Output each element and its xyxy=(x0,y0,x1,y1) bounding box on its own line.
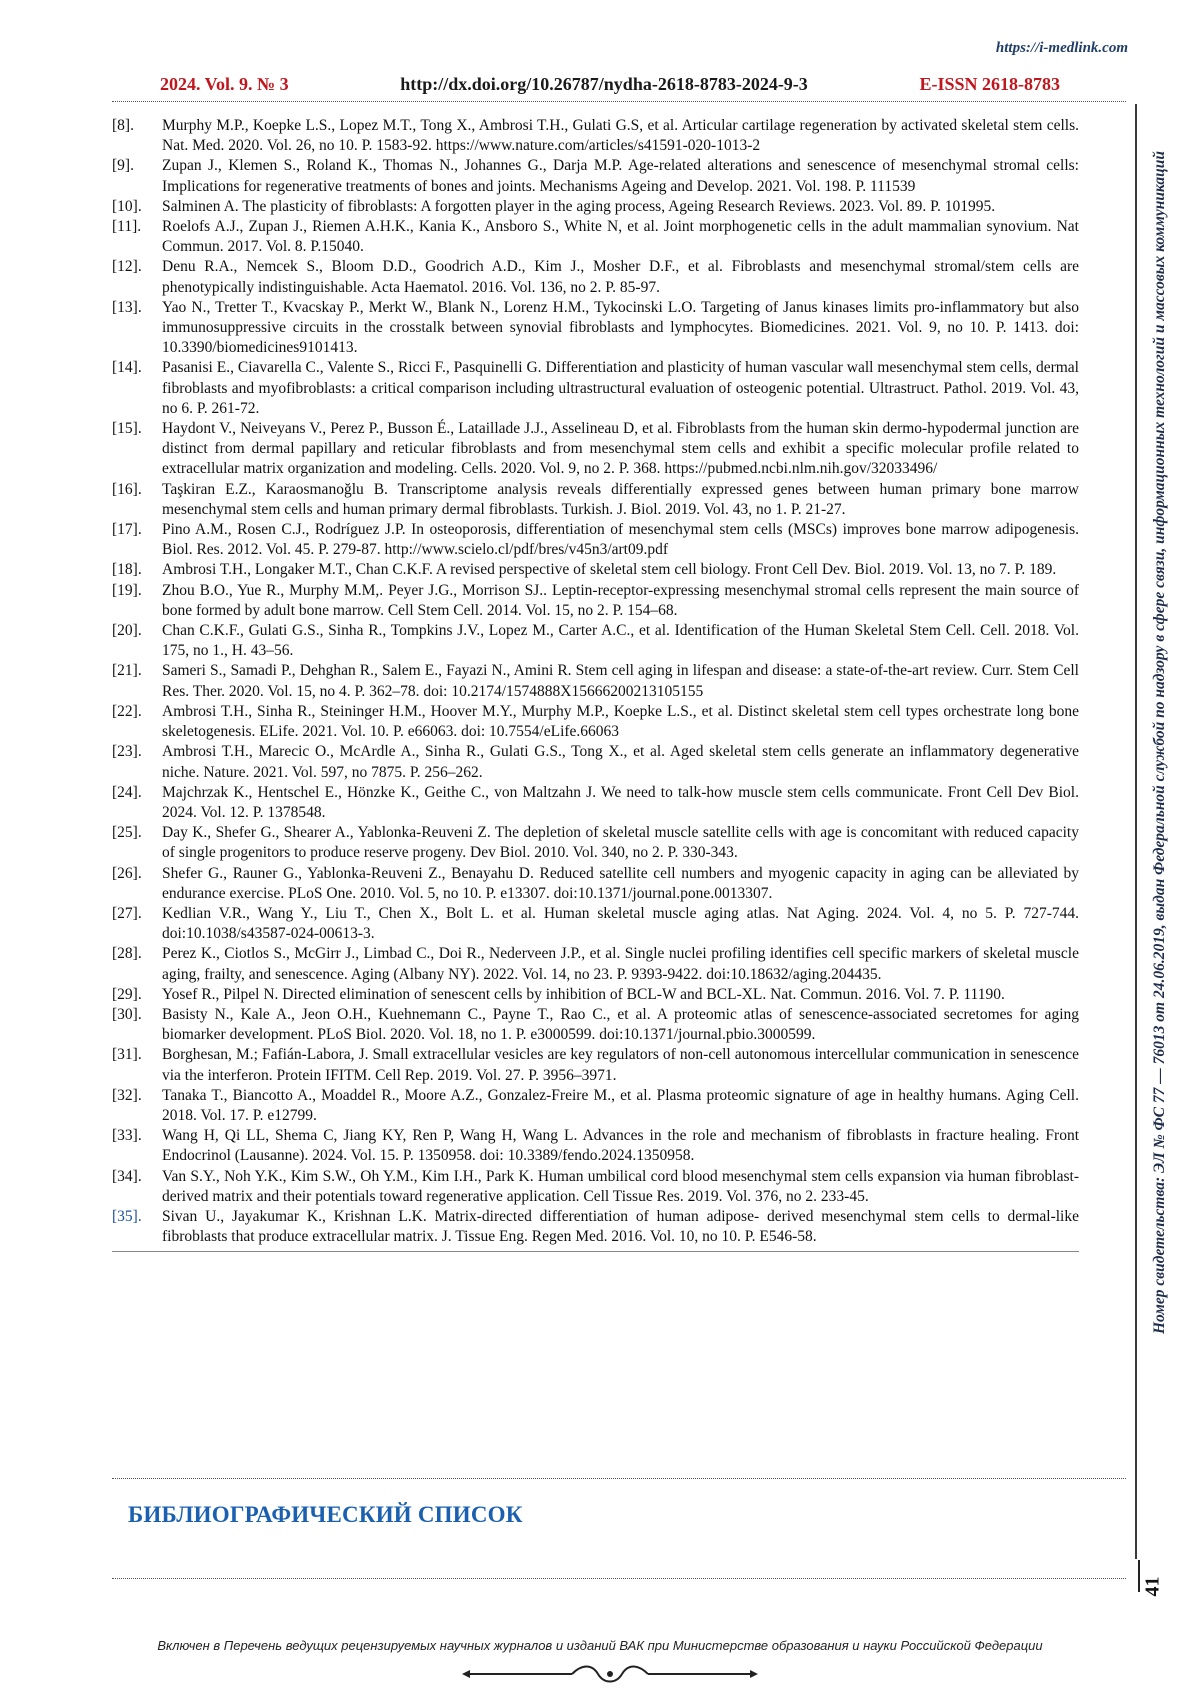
footer-text: Включен в Перечень ведущих рецензируемых научных журналов и изданий ВАК при Министерстве образования и науки Российской Федерации xyxy=(157,1638,1043,1653)
reference-number: [16]. xyxy=(112,480,142,498)
site-link[interactable]: https://i-medlink.com xyxy=(995,40,1128,56)
reference-number: [29]. xyxy=(112,985,142,1003)
reference-item xyxy=(112,904,1079,944)
reference-number: [30]. xyxy=(112,1005,142,1023)
reference-item xyxy=(112,358,1079,419)
reference-text: Van S.Y., Noh Y.K., Kim S.W., Oh Y.M., Kim I.H., Park K. Human umbilical cord blood mesenchymal stem cells expansion via human fibroblast-derived matrix and their potentials toward regenerative application. Cell Tissue Res. 2019. Vol. 376, no 2. 233-45. xyxy=(162,1167,1079,1205)
reference-item xyxy=(112,985,1079,1005)
reference-item xyxy=(112,419,1079,480)
reference-number: [22]. xyxy=(112,702,142,720)
reference-number: [23]. xyxy=(112,743,142,761)
reference-number: [20]. xyxy=(112,622,142,640)
reference-item xyxy=(112,116,1079,156)
reference-number: [21]. xyxy=(112,662,142,680)
reference-item xyxy=(112,197,1079,217)
reference-number: [25]. xyxy=(112,824,142,842)
reference-text: Murphy M.P., Koepke L.S., Lopez M.T., Tong X., Ambrosi T.H., Gulati G.S, et al. Articular cartilage regeneration by activated skeletal stem cells. Nat. Med. 2020. Vol. 26, no 10. P. 1583-92. https://www.nature.com/articles/s41591-020-1013-2 xyxy=(162,117,1079,155)
reference-text: Pino A.M., Rosen C.J., Rodríguez J.P. In osteoporosis, differentiation of mesenchymal stem cells (MSCs) improves bone marrow adipogenesis. Biol. Res. 2012. Vol. 45. P. 279-87. http://www.scielo.cl/pdf/bres/v45n3/art09.pdf xyxy=(162,521,1079,559)
issn-label: E-ISSN 2618-8783 xyxy=(919,74,1060,94)
reference-item xyxy=(112,1045,1079,1085)
reference-item xyxy=(112,520,1079,560)
reference-number: [11]. xyxy=(112,218,142,236)
reference-item xyxy=(112,742,1079,782)
reference-item xyxy=(112,480,1079,520)
reference-text: Ambrosi T.H., Marecic O., McArdle A., Sinha R., Gulati G.S., Tong X., et al. Aged skeletal stem cells generate an inflammatory degenerative niche. Nature. 2021. Vol. 597, no 7875. P. 256–262. xyxy=(162,743,1079,781)
reference-text: Taşkiran E.Z., Karaosmanoğlu B. Transcriptome analysis reveals differentially expressed genes between human primary bone marrow mesenchymal stem cells and human primary dermal fibroblasts. Turkish. J. Biol. 2019. Vol. 43, no 1. P. 21-27. xyxy=(162,480,1079,518)
reference-text: Sivan U., Jayakumar K., Krishnan L.K. Matrix-directed differentiation of human adipose- derived mesenchymal stem cells to dermal-like fibroblasts that produce extracellular matrix. J. Tissue Eng. Regen Med. 2016. Vol. 10, no 10. P. E546-58. xyxy=(162,1207,1079,1246)
reference-item xyxy=(112,661,1079,701)
reference-text: Salminen A. The plasticity of fibroblasts: A forgotten player in the aging process, Ageing Research Reviews. 2023. Vol. 89. P. 101995. xyxy=(162,197,996,215)
reference-item xyxy=(112,864,1079,904)
reference-text: Perez K., Ciotlos S., McGirr J., Limbad C., Doi R., Nederveen J.P., et al. Single nuclei profiling identifies cell specific markers of skeletal muscle aging, frailty, and senescence. Aging (Albany NY). 2022. Vol. 14, no 23. P. 9393-9422. doi:10.18632/aging.204435. xyxy=(162,945,1079,983)
reference-number: [12]. xyxy=(112,258,142,276)
reference-number: [15]. xyxy=(112,420,142,438)
certificate-text: Номер свидетельства: ЭЛ № ФС 77 — 76013 от 24.06.2019, выдан Федеральной службой по надзору в сфере связи, информационных технологий и массовых коммуникаций xyxy=(1151,150,1168,1334)
reference-text: Kedlian V.R., Wang Y., Liu T., Chen X., Bolt L. et al. Human skeletal muscle aging atlas. Nat Aging. 2024. Vol. 4, no 5. P. 727-744. doi:10.1038/s43587-024-00613-3. xyxy=(162,904,1079,943)
reference-number: [27]. xyxy=(112,904,142,922)
reference-number: [18]. xyxy=(112,561,142,579)
reference-item xyxy=(112,257,1079,297)
reference-text: Shefer G., Rauner G., Yablonka-Reuveni Z., Benayahu D. Reduced satellite cell numbers and myogenic capacity in aging can be alleviated by endurance exercise. PLoS One. 2010. Vol. 5, no 10. P. e13307. doi:10.1371/journal.pone.0013307. xyxy=(162,864,1079,902)
reference-number: [9]. xyxy=(112,157,134,175)
reference-text: Majchrzak K., Hentschel E., Hönzke K., Geithe C., von Maltzahn J. We need to talk-how muscle stem cells communicate. Front Cell Dev Biol. 2024. Vol. 12. P. 1378548. xyxy=(162,783,1079,821)
reference-text: Yao N., Tretter T., Kvacskay P., Merkt W., Blank N., Lorenz H.M., Tykocinski L.O. Targeting of Janus kinases limits pro-inflammatory but also immunosuppressive circuits in the crosstalk between synovial fibroblasts and lymphocytes. Biomedicines. 2021. Vol. 9, no 10. P. 1413. doi: 10.3390/biomedicines9101413. xyxy=(162,298,1079,357)
reference-item xyxy=(112,783,1079,823)
reference-text: Tanaka T., Biancotto A., Moaddel R., Moore A.Z., Gonzalez-Freire M., et al. Plasma proteomic signature of age in healthy humans. Aging Cell. 2018. Vol. 17. P. e12799. xyxy=(162,1086,1079,1124)
reference-number: [26]. xyxy=(112,864,142,882)
reference-number: [28]. xyxy=(112,945,142,963)
reference-text: Basisty N., Kale A., Jeon O.H., Kuehnemann C., Payne T., Rao C., et al. A proteomic atlas of senescence-associated secretomes for aging biomarker development. PLoS Biol. 2020. Vol. 18, no 1. P. e3000599. doi:10.1371/journal.pbio.3000599. xyxy=(162,1005,1079,1044)
reference-item xyxy=(112,581,1079,621)
issue-label: 2024. Vol. 9. № 3 xyxy=(160,74,289,94)
reference-item xyxy=(112,823,1079,863)
reference-number: [32]. xyxy=(112,1086,142,1104)
reference-number: [14]. xyxy=(112,359,142,377)
reference-text: Wang H, Qi LL, Shema C, Jiang KY, Ren P, Wang H, Wang L. Advances in the role and mechanism of fibroblasts in fracture healing. Front Endocrinol (Lausanne). 2024. Vol. 15. P. 1350958. doi: 10.3389/fendo.2024.1350958. xyxy=(162,1127,1079,1165)
reference-number: [31]. xyxy=(112,1046,142,1064)
doi-link[interactable]: http://dx.doi.org/10.26787/nydha-2618-8783-2024-9-3 xyxy=(400,74,808,94)
reference-item xyxy=(112,702,1079,742)
reference-text: Roelofs A.J., Zupan J., Riemen A.H.K., Kania K., Ansboro S., White N, et al. Joint morphogenetic cells in the adult mammalian synovium. Nat Commun. 2017. Vol. 8. P.15040. xyxy=(162,218,1079,256)
reference-item xyxy=(112,1086,1079,1126)
reference-item xyxy=(112,156,1079,196)
ornament-divider xyxy=(460,1662,760,1686)
reference-item xyxy=(112,1207,1079,1247)
journal-header xyxy=(160,74,1060,95)
reference-item xyxy=(112,621,1079,661)
reference-text: Ambrosi T.H., Sinha R., Steininger H.M., Hoover M.Y., Murphy M.P., Koepke L.S., et al. Distinct skeletal stem cell types orchestrate long bone skeletogenesis. ELife. 2021. Vol. 10. P. e66063. doi: 10.7554/eLife.66063 xyxy=(162,702,1079,741)
footer-divider xyxy=(112,1578,1126,1579)
reference-item xyxy=(112,944,1079,984)
reference-item xyxy=(112,1126,1079,1166)
reference-number: [33]. xyxy=(112,1127,142,1145)
page-number: 41 xyxy=(1141,1576,1164,1597)
header-divider xyxy=(112,101,1126,102)
reference-text: Zhou B.O., Yue R., Murphy M.M,. Peyer J.G., Morrison SJ.. Leptin-receptor-expressing mesenchymal stromal cells represent the main source of bone formed by adult bone marrow. Cell Stem Cell. 2014. Vol. 15, no 2. P. 154–68. xyxy=(162,581,1079,619)
reference-item xyxy=(112,298,1079,359)
reference-item xyxy=(112,560,1079,580)
section-divider xyxy=(112,1478,1126,1479)
reference-list-end-rule xyxy=(112,1251,1079,1252)
reference-text: Pasanisi E., Ciavarella C., Valente S., Ricci F., Pasquinelli G. Differentiation and plasticity of human vascular wall mesenchymal stem cells, dermal fibroblasts and myofibroblasts: a critical comparison including ultrastructural evaluation of osteogenic potential. Ultrastruct. Pathol. 2019. Vol. 43, no 6. P. 261-72. xyxy=(162,359,1079,417)
reference-text: Sameri S., Samadi P., Dehghan R., Salem E., Fayazi N., Amini R. Stem cell aging in lifespan and disease: a state-of-the-art review. Curr. Stem Cell Res. Ther. 2020. Vol. 15, no 4. P. 362–78. doi: 10.2174/1574888X15666200213105155 xyxy=(162,662,1079,700)
section-title: БИБЛИОГРАФИЧЕСКИЙ СПИСОК xyxy=(128,1502,523,1527)
page-number-bar xyxy=(1138,1560,1140,1592)
reference-number: [10]. xyxy=(112,197,142,215)
reference-number[interactable]: [35]. xyxy=(112,1207,142,1225)
reference-text: Borghesan, M.; Fafián-Labora, J. Small extracellular vesicles are key regulators of non-cell autonomous intercellular communication in senescence via the interferon. Protein IFITM. Cell Rep. 2019. Vol. 27. P. 3956–3971. xyxy=(162,1046,1079,1084)
reference-text: Zupan J., Klemen S., Roland K., Thomas N., Johannes G., Darja M.P. Age-related alterations and senescence of mesenchymal stromal cells: Implications for regenerative treatments of bones and joints. Mechanisms Ageing and Develop. 2021. Vol. 198. P. 111539 xyxy=(162,157,1079,195)
side-certificate-strip xyxy=(1135,104,1183,1559)
reference-number: [17]. xyxy=(112,521,142,539)
reference-text: Ambrosi T.H., Longaker M.T., Chan C.K.F. A revised perspective of skeletal stem cell biology. Front Cell Dev. Biol. 2019. Vol. 13, no 7. P. 189. xyxy=(162,561,1057,579)
reference-item xyxy=(112,1005,1079,1045)
reference-number: [19]. xyxy=(112,581,142,599)
reference-number: [8]. xyxy=(112,117,134,134)
reference-text: Haydont V., Neiveyans V., Perez P., Busson É., Lataillade J.J., Asselineau D, et al. Fibroblasts from the human skin dermo-hypodermal junction are distinct from dermal papillary and reticular fibroblasts and from mesenchymal stem cells and exhibit a specific molecular profile related to extracellular matrix organization and modeling. Cells. 2020. Vol. 9, no 2. P. 368. https://pubmed.ncbi.nlm.nih.gov/32033496/ xyxy=(162,420,1079,478)
reference-text: Day K., Shefer G., Shearer A., Yablonka-Reuveni Z. The depletion of skeletal muscle satellite cells with age is concomitant with reduced capacity of single progenitors to produce reserve progeny. Dev Biol. 2010. Vol. 340, no 2. P. 330-343. xyxy=(162,824,1079,862)
reference-item xyxy=(112,1167,1079,1207)
reference-text: Yosef R., Pilpel N. Directed elimination of senescent cells by inhibition of BCL-W and BCL-XL. Nat. Commun. 2016. Vol. 7. P. 11190. xyxy=(162,985,1005,1003)
reference-list xyxy=(112,116,1079,1252)
reference-text: Chan C.K.F., Gulati G.S., Sinha R., Tompkins J.V., Lopez M., Carter A.C., et al. Identification of the Human Skeletal Stem Cell. Cell. 2018. Vol. 175, no 1., H. 43–56. xyxy=(162,622,1079,660)
reference-item xyxy=(112,217,1079,257)
reference-number: [34]. xyxy=(112,1167,142,1185)
reference-number: [13]. xyxy=(112,298,142,316)
reference-number: [24]. xyxy=(112,783,142,801)
reference-text: Denu R.A., Nemcek S., Bloom D.D., Goodrich A.D., Kim J., Mosher D.F., et al. Fibroblasts and mesenchymal stromal/stem cells are phenotypically indistinguishable. Acta Haematol. 2016. Vol. 136, no 2. P. 85-97. xyxy=(162,258,1079,296)
